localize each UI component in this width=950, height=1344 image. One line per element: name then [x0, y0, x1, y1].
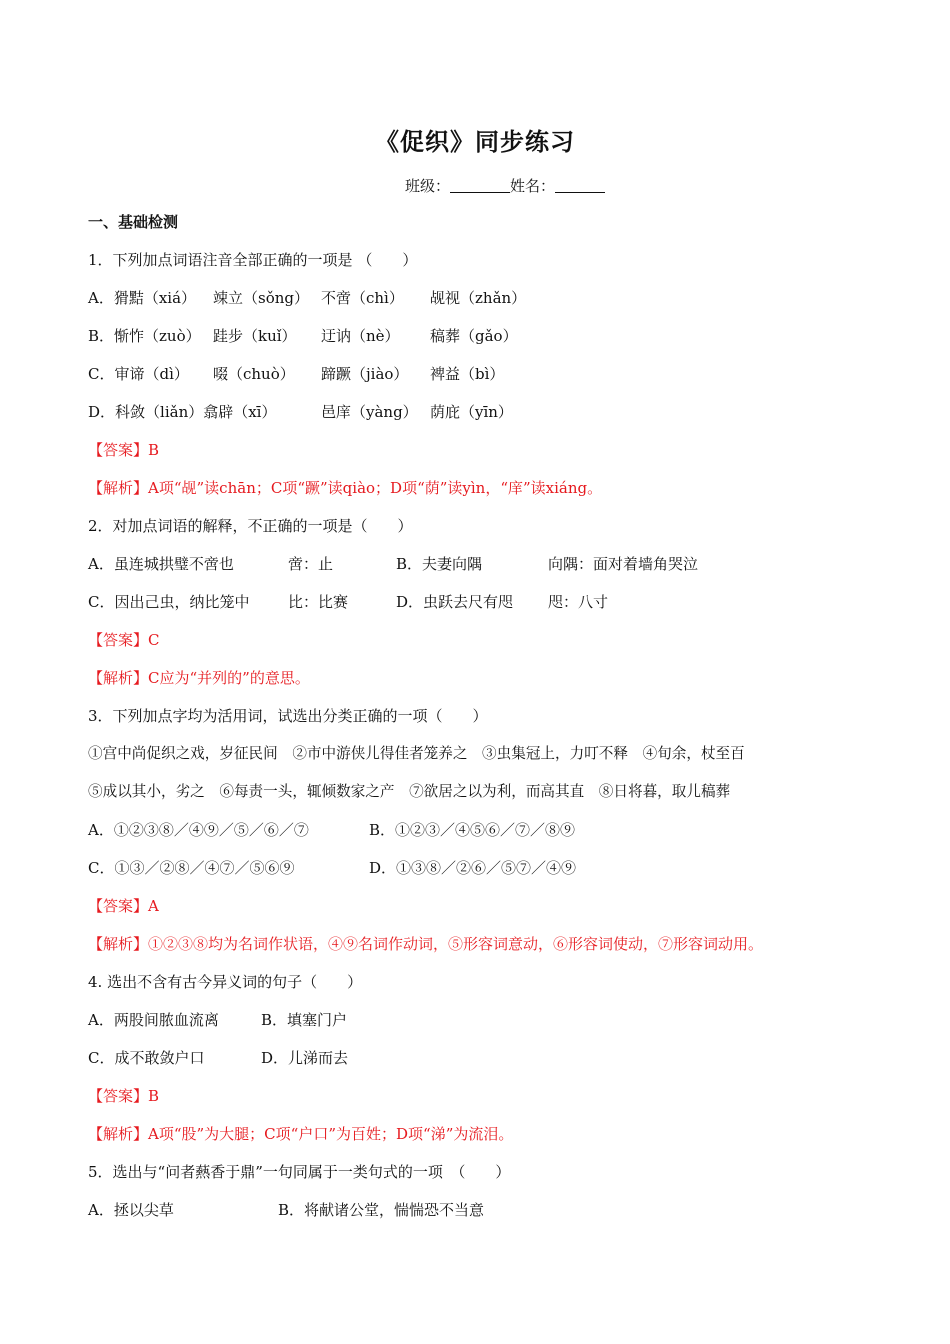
page-title: 《促织》同步练习 — [375, 128, 575, 156]
answer-label: 【答案】 — [88, 897, 149, 915]
q4-analysis-text: A项“股”为大腿；C项“户口”为百姓；D项“涕”为流泪。 — [148, 1125, 514, 1143]
q2-d: D．虫跃去尺有咫 — [396, 593, 514, 611]
q5-a: A．拯以尖草 — [88, 1201, 174, 1219]
q4-analysis — [88, 1124, 513, 1144]
q3-d: D．①③⑧／②⑥／⑤⑦／④⑨ — [369, 859, 577, 877]
q2-stem: 2．对加点词语的解释，不正确的一项是（ ） — [88, 517, 413, 535]
analysis-label: 【解析】 — [88, 669, 149, 687]
q4-stem: 4. 选出不含有古今异义词的句子（ ） — [88, 973, 363, 991]
q5-options-ab — [88, 1200, 484, 1220]
q3-items-2: ⑤成以其小，劣之 ⑥每责一头，辄倾数家之产 ⑦欲居之以为利，而高其直 ⑧日将暮，取儿稿葬 — [88, 783, 731, 800]
class-blank[interactable] — [450, 178, 510, 193]
q1-c-4: 裨益（bì） — [430, 365, 505, 383]
q4-answer — [88, 1086, 159, 1106]
q3-b: B．①②③／④⑤⑥／⑦／⑧⑨ — [369, 821, 576, 839]
q2-b: B．夫妻向隅 — [396, 555, 483, 573]
q1-stem: 1．下列加点词语注音全部正确的一项是 （ ） — [88, 251, 418, 269]
q1-b-3: 迂讷（nè） — [321, 327, 400, 345]
q1-option-c — [88, 364, 504, 384]
q1-d-2: 邑庠（yàng） — [321, 403, 418, 421]
q2-c: C．因出己虫，纳比笼中 — [88, 593, 250, 611]
q1-answer — [88, 440, 159, 460]
q1-option-a — [88, 288, 526, 308]
q2-analysis-text: C应为“并列的”的意思。 — [148, 669, 310, 687]
q4-a: A．两股间脓血流离 — [88, 1011, 219, 1029]
answer-label: 【答案】 — [88, 631, 149, 649]
q1-answer-value: B — [148, 441, 160, 459]
q4-b: B．填塞门户 — [261, 1011, 348, 1029]
q1-option-d — [88, 402, 513, 422]
q3-stem: 3．下列加点字均为活用词，试选出分类正确的一项（ ） — [88, 707, 488, 725]
q4-options-cd — [88, 1048, 348, 1068]
q4-answer-value: B — [148, 1087, 160, 1105]
q1-c-3: 蹄蹶（jiào） — [321, 365, 409, 383]
q5-stem: 5．选出与“问者爇香于鼎”一句同属于一类句式的一项 （ ） — [88, 1163, 511, 1181]
q4-d: D．儿涕而去 — [261, 1049, 349, 1067]
q2-options-ab — [88, 554, 698, 574]
q3-items-1: ①宫中尚促织之戏，岁征民间 ②市中游侠儿得佳者笼养之 ③虫集冠上，力叮不释 ④旬余，杖至百 — [88, 745, 745, 762]
q1-a-3: 不啻（chì） — [321, 289, 404, 307]
q3-answer — [88, 896, 159, 916]
q4-c: C．成不敢敛户口 — [88, 1049, 205, 1067]
q3-options-cd — [88, 858, 576, 878]
q1-analysis — [88, 478, 602, 498]
answer-label: 【答案】 — [88, 441, 149, 459]
class-label: 班级： — [404, 177, 450, 195]
q2-a: A．虽连城拱璧不啻也 — [88, 555, 234, 573]
q3-analysis — [88, 934, 763, 954]
section-heading: 一、基础检测 — [88, 213, 179, 231]
q1-c-1: C．审谛（dì） — [88, 365, 189, 383]
q1-analysis-text: A项“觇”读chān；C项“蹶”读qiào；D项“荫”读yìn，“庠”读xiáng。 — [148, 479, 603, 497]
q3-options-ab — [88, 820, 575, 840]
name-label: 姓名： — [510, 177, 556, 195]
q2-analysis — [88, 668, 310, 688]
q2-d-def: 咫：八寸 — [548, 593, 609, 611]
q2-a-def: 啻：止 — [288, 555, 334, 573]
q3-a: A．①②③⑧／④⑨／⑤／⑥／⑦ — [88, 821, 309, 839]
q1-d-1: D．科敛（liǎn）翕辟（xī） — [88, 403, 277, 421]
q5-b: B．将献诸公堂，惴惴恐不当意 — [278, 1201, 485, 1219]
q2-b-def: 向隅：面对着墙角哭泣 — [548, 555, 699, 573]
answer-label: 【答案】 — [88, 1087, 149, 1105]
q3-c: C．①③／②⑧／④⑦／⑤⑥⑨ — [88, 859, 295, 877]
q2-options-cd — [88, 592, 608, 612]
q4-options-ab — [88, 1010, 347, 1030]
student-info — [0, 175, 950, 196]
q2-c-def: 比：比赛 — [288, 593, 349, 611]
q3-answer-value: A — [148, 897, 159, 915]
q1-b-1: B．惭怍（zuò） — [88, 327, 201, 345]
analysis-label: 【解析】 — [88, 1125, 149, 1143]
analysis-label: 【解析】 — [88, 479, 149, 497]
q1-a-4: 觇视（zhǎn） — [430, 289, 527, 307]
q1-option-b — [88, 326, 518, 346]
q2-answer-value: C — [148, 631, 160, 649]
q3-analysis-text: ①②③⑧均为名词作状语，④⑨名词作动词，⑤形容词意动，⑥形容词使动，⑦形容词动用。 — [148, 935, 764, 953]
q1-c-2: 啜（chuò） — [213, 365, 295, 383]
q1-b-2: 跬步（kuǐ） — [213, 327, 297, 345]
q1-b-4: 稿葬（gǎo） — [430, 327, 518, 345]
analysis-label: 【解析】 — [88, 935, 149, 953]
q2-answer — [88, 630, 160, 650]
q1-d-3: 荫庇（yīn） — [430, 403, 513, 421]
name-blank[interactable] — [555, 178, 605, 193]
q1-a-1: A．猾黠（xiá） — [88, 289, 197, 307]
q1-a-2: 竦立（sǒng） — [213, 289, 309, 307]
